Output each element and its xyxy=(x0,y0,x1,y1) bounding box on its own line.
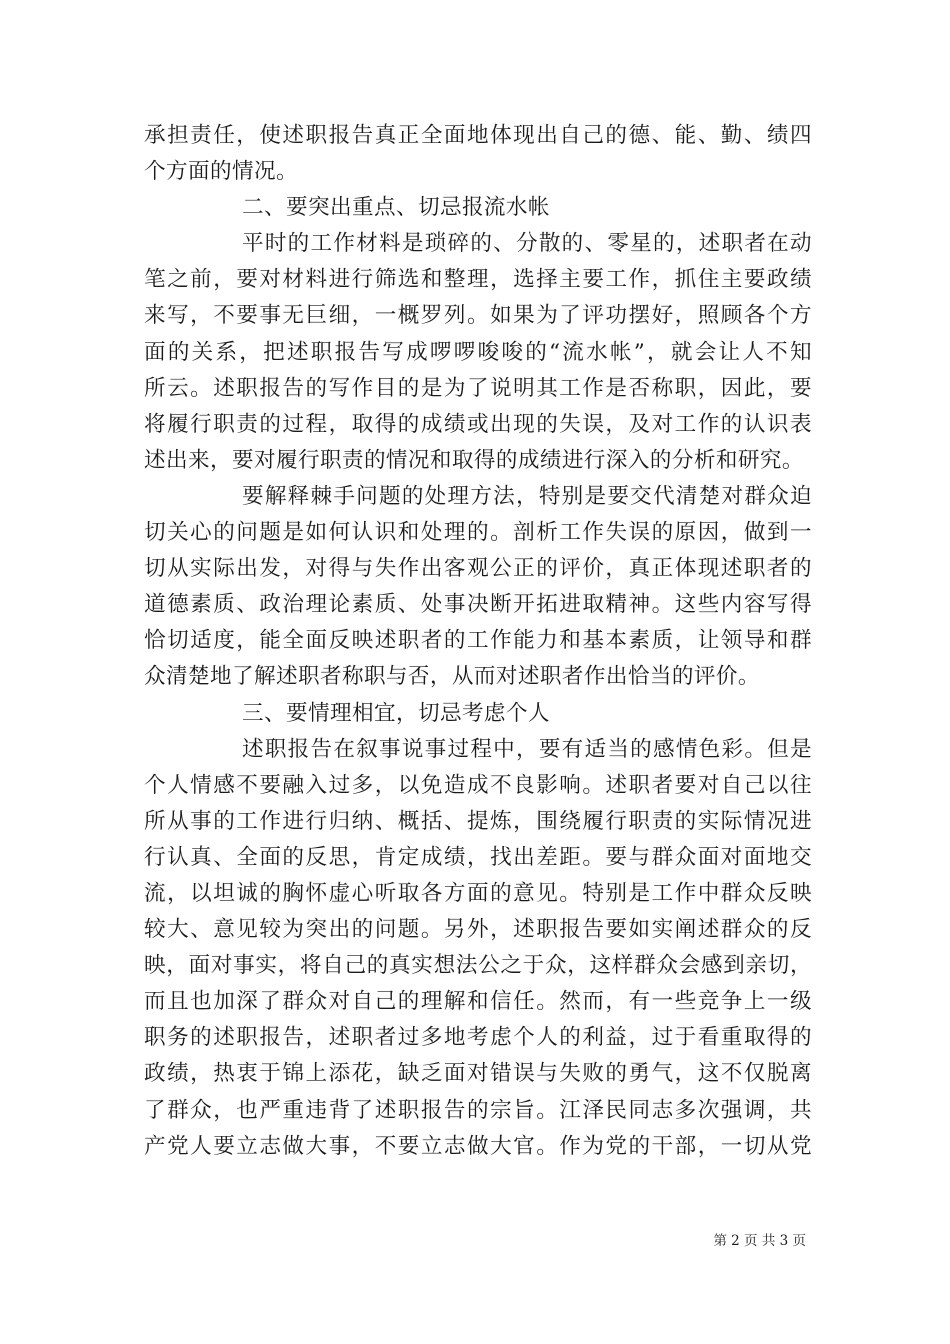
paragraph-line: 较大、意见较为突出的问题。另外，述职报告要如实阐述群众的反 xyxy=(144,917,812,943)
paragraph-line: 职务的述职报告，述职者过多地考虑个人的利益，过于看重取得的 xyxy=(144,1025,812,1051)
paragraph-line: 个方面的情况。 xyxy=(144,159,298,185)
paragraph-line: 产党人要立志做大事，不要立志做大官。作为党的干部，一切从党 xyxy=(144,1133,812,1159)
paragraph-line: 切从实际出发，对得与失作出客观公正的评价，真正体现述职者的 xyxy=(144,556,812,582)
paragraph-line: 平时的工作材料是琐碎的、分散的、零星的，述职者在动 xyxy=(242,231,812,257)
paragraph-line: 众清楚地了解述职者称职与否，从而对述职者作出恰当的评价。 xyxy=(144,664,760,690)
paragraph-line: 道德素质、政治理论素质、处事决断开拓进取精神。这些内容写得 xyxy=(144,592,812,618)
paragraph-line: 了群众，也严重违背了述职报告的宗旨。江泽民同志多次强调，共 xyxy=(144,1097,812,1123)
paragraph-line: 流，以坦诚的胸怀虚心听取各方面的意见。特别是工作中群众反映 xyxy=(144,880,812,906)
paragraph-line: 政绩，热衷于锦上添花，缺乏面对错误与失败的勇气，这不仅脱离 xyxy=(144,1061,812,1087)
body-text xyxy=(144,118,812,1165)
paragraph-line: 将履行职责的过程，取得的成绩或出现的失误，及对工作的认识表 xyxy=(144,411,812,437)
section-heading: 三、要情理相宜，切忌考虑个人 xyxy=(242,700,550,726)
section-heading: 二、要突出重点、切忌报流水帐 xyxy=(242,195,550,221)
paragraph-line: 恰切适度，能全面反映述职者的工作能力和基本素质，让领导和群 xyxy=(144,628,812,654)
paragraph-line: 要解释棘手问题的处理方法，特别是要交代清楚对群众迫 xyxy=(242,483,812,509)
page-number: 第 2 页 共 3 页 xyxy=(713,1233,806,1249)
paragraph-line: 个人情感不要融入过多，以免造成不良影响。述职者要对自己以往 xyxy=(144,772,812,798)
paragraph-line: 所云。述职报告的写作目的是为了说明其工作是否称职，因此，要 xyxy=(144,375,812,401)
paragraph-line: 切关心的问题是如何认识和处理的。剖析工作失误的原因，做到一 xyxy=(144,520,812,546)
paragraph-line: 而且也加深了群众对自己的理解和信任。然而，有一些竞争上一级 xyxy=(144,989,812,1015)
paragraph-line: 所从事的工作进行归纳、概括、提炼，围绕履行职责的实际情况进 xyxy=(144,808,812,834)
paragraph-line: 来写，不要事无巨细，一概罗列。如果为了评功摆好，照顾各个方 xyxy=(144,303,812,329)
paragraph-line: 笔之前，要对材料进行筛选和整理，选择主要工作，抓住主要政绩 xyxy=(144,267,812,293)
paragraph-line: 行认真、全面的反思，肯定成绩，找出差距。要与群众面对面地交 xyxy=(144,844,812,870)
paragraph-line: 映，面对事实，将自己的真实想法公之于众，这样群众会感到亲切， xyxy=(144,953,812,979)
paragraph-line: 承担责任，使述职报告真正全面地体现出自己的德、能、勤、绩四 xyxy=(144,123,812,148)
paragraph-line: 述职报告在叙事说事过程中，要有适当的感情色彩。但是 xyxy=(242,736,812,762)
paragraph-line: 面的关系，把述职报告写成啰啰唆唆的“流水帐”，就会让人不知 xyxy=(144,339,812,365)
paragraph-line: 述出来，要对履行职责的情况和取得的成绩进行深入的分析和研究。 xyxy=(144,447,804,473)
